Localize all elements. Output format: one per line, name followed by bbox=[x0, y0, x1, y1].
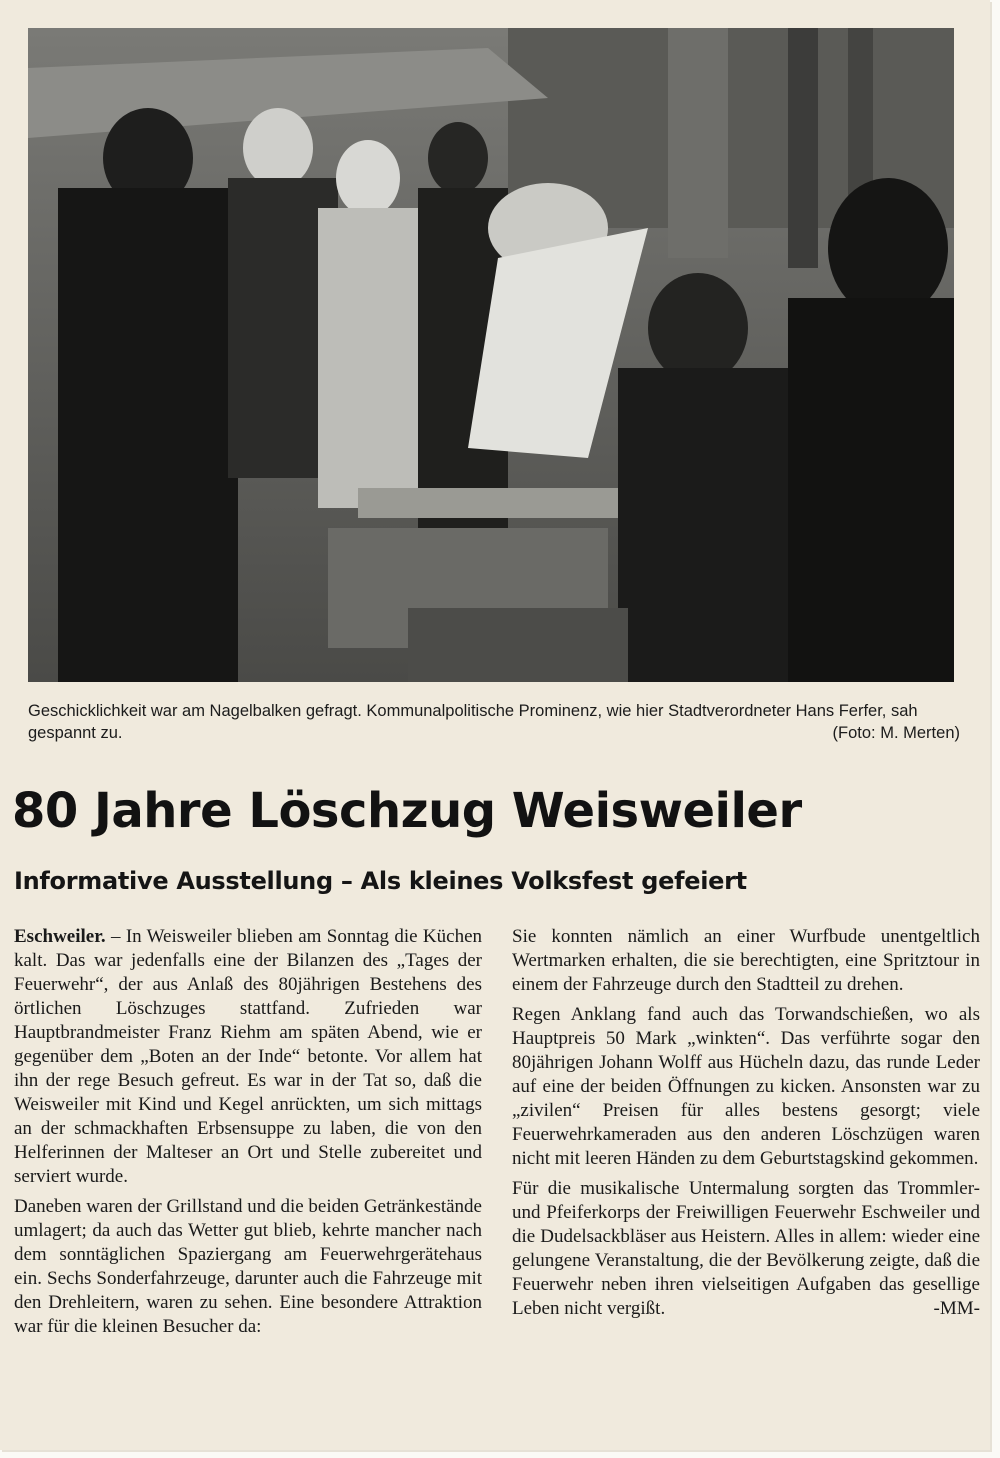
caption-text: Geschicklichkeit war am Nagelbalken gefragt. Kommunalpolitische Prominenz, wie hier Stadtverordneter Hans Ferfer, sah gespannt zu. bbox=[28, 702, 918, 742]
dateline: Eschweiler. bbox=[14, 926, 106, 947]
article-headline: 80 Jahre Löschzug Weisweiler bbox=[12, 783, 802, 839]
article-column-right bbox=[512, 925, 980, 1327]
press-photo-icon bbox=[28, 28, 954, 682]
article-column-left bbox=[14, 925, 482, 1345]
article-subhead: Informative Ausstellung – Als kleines Volksfest gefeiert bbox=[14, 867, 747, 895]
photo-credit: (Foto: M. Merten) bbox=[832, 724, 960, 742]
paragraph-text: Für die musikalische Untermalung sorgten das Trommler- und Pfeiferkorps der Freiwilligen Feuerwehr Eschweiler und die Dudelsackbläser aus Heistern. Alles in allem: wieder eine gelungene Veranstaltung, die der Bevölkerung zeigte, daß die Feuerwehr neben ihren vielseitigen Aufgaben das gesellige Leben nicht vergißt. bbox=[512, 1178, 980, 1319]
author-signature: -MM- bbox=[933, 1298, 980, 1319]
article-paragraph bbox=[512, 1177, 980, 1321]
press-photo bbox=[28, 28, 954, 682]
article-paragraph: Sie konnten nämlich an einer Wurfbude unentgeltlich Wertmarken erhalten, die sie berechtigten, eine Spritztour in einem der Fahrzeuge durch den Stadtteil zu drehen. bbox=[512, 926, 980, 995]
article-paragraph: Regen Anklang fand auch das Torwandschießen, wo als Hauptpreis 50 Mark „winkten“. Das verführte sogar den 80jährigen Johann Wolff aus Hücheln dazu, das runde Leder auf eine der beiden Öffnungen zu kicken. Ansonsten war zu „zivilen“ Preisen für alles bestens gesorgt; viele Feuerwehrkameraden aus den anderen Löschzügen waren nicht mit leeren Händen zu dem Geburtstagskind gekommen. bbox=[512, 1004, 980, 1169]
article-paragraph: Daneben waren der Grillstand und die beiden Getränkestände umlagert; da auch das Wetter gut blieb, kehrte mancher nach dem sonntäglichen Spaziergang am Feuerwehrgerätehaus ein. Sechs Sonderfahrzeuge, darunter auch die Fahrzeuge mit den Drehleitern, waren zu sehen. Eine besondere Attraktion war für die kleinen Besucher da: bbox=[14, 1196, 482, 1337]
photo-caption bbox=[28, 700, 958, 744]
article-paragraph bbox=[14, 925, 482, 1189]
paragraph-text: – In Weisweiler blieben am Sonntag die Küchen kalt. Das war jedenfalls eine der Bilanzen des „Tages der Feuerwehr“, der aus Anlaß des 80jährigen Bestehens des örtlichen Löschzuges stattfand. Zufrieden war Hauptbrandmeister Franz Riehm am späten Abend, wie er gegenüber dem „Boten an der Inde“ betonte. Vor allem hat ihn der rege Besuch gefreut. Es war in der Tat so, daß die Weisweiler mit Kind und Kegel anrückten, um sich mittags an der schmackhaften Erbsensuppe zu laben, die von den Helferinnen der Malteser an Ort und Stelle zubereitet und serviert wurde. bbox=[14, 926, 482, 1187]
